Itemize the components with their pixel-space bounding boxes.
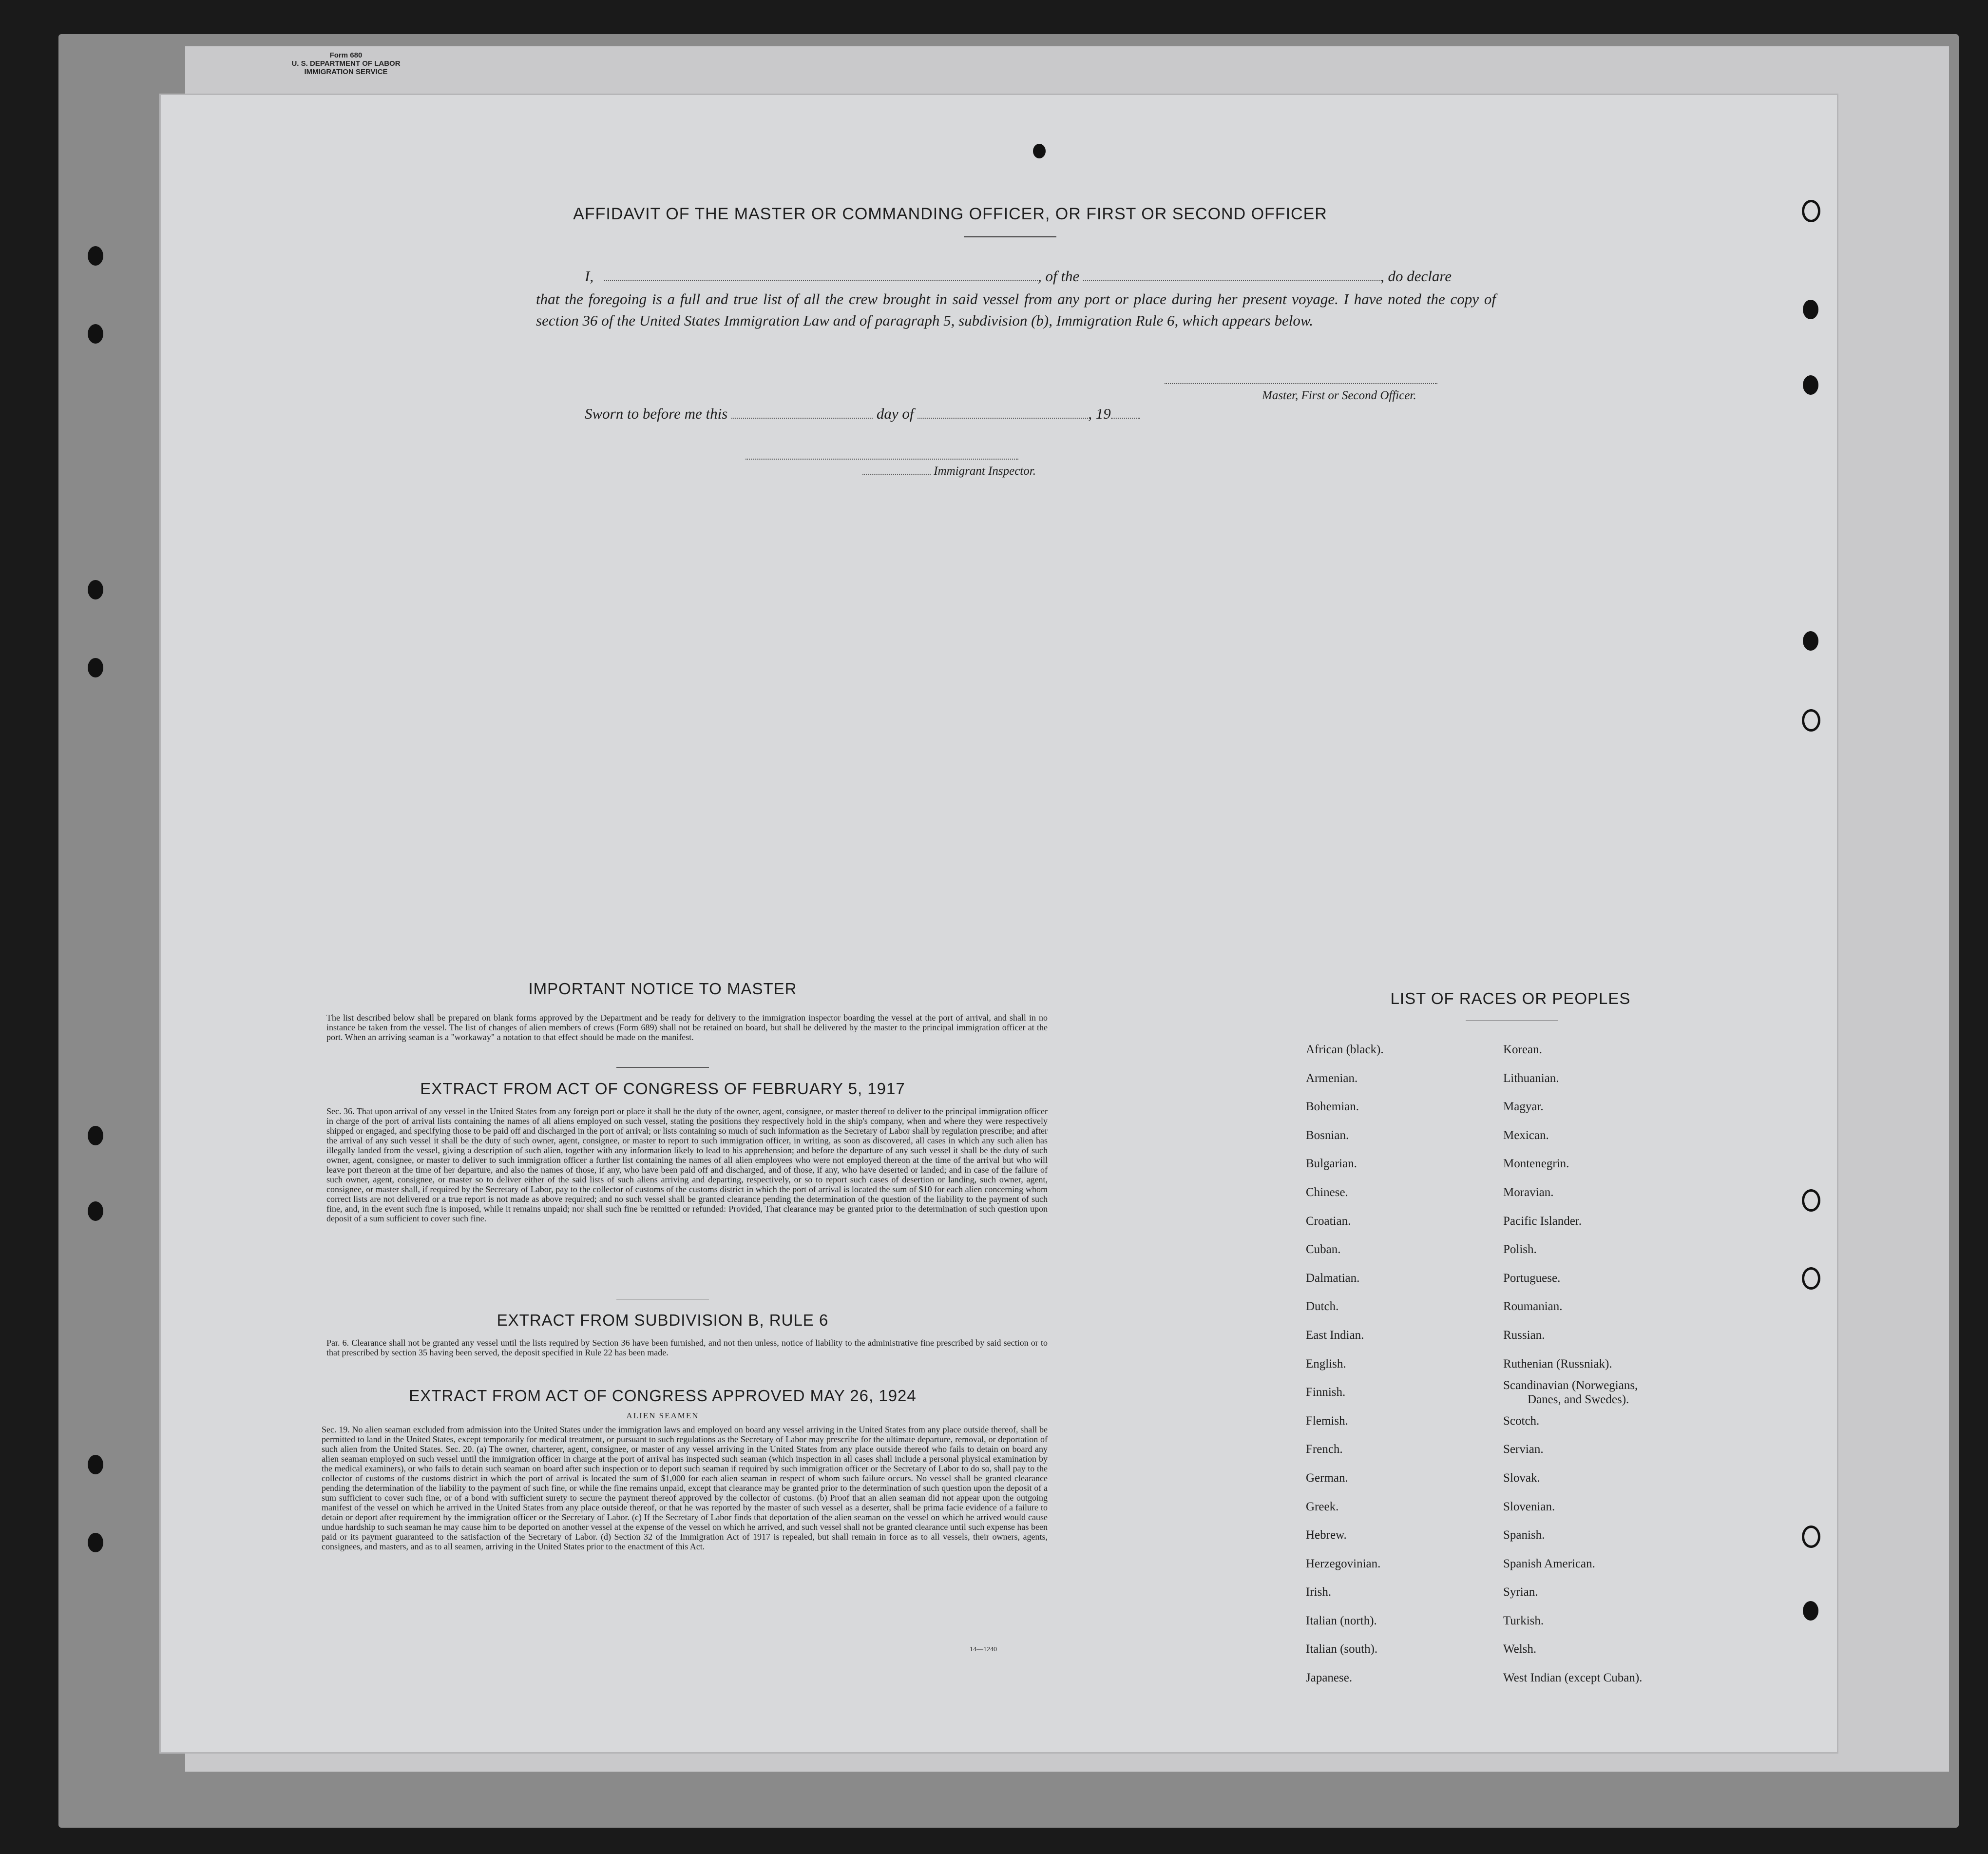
race-item: Scandinavian (Norwegians, [1503,1379,1638,1392]
race-item: Cuban. [1306,1243,1341,1256]
binder-hole [1802,709,1820,732]
race-item: Magyar. [1503,1100,1544,1114]
binder-hole [88,1201,103,1221]
extract-1917-title: EXTRACT FROM ACT OF CONGRESS OF FEBRUARY 5, 1917 [420,1080,905,1098]
sworn-year-field[interactable] [1111,417,1140,419]
binder-hole [1803,375,1818,395]
master-name-field[interactable] [604,280,1038,281]
vessel-name-field[interactable] [1083,280,1380,281]
sworn-month-field[interactable] [918,417,1088,419]
department-name: U. S. DEPARTMENT OF LABOR [291,59,401,68]
binder-hole [88,1533,103,1552]
binder-hole [88,658,103,677]
race-item: English. [1306,1357,1346,1371]
race-item: Irish. [1306,1585,1332,1599]
race-item: Flemish. [1306,1414,1348,1428]
race-item: Greek. [1306,1500,1339,1513]
race-item: Mexican. [1503,1128,1549,1142]
section-rule [616,1067,709,1068]
binder-hole [88,580,103,599]
binder-hole [88,324,103,344]
race-item: Croatian. [1306,1214,1351,1228]
races-title: LIST OF RACES OR PEOPLES [1390,989,1631,1007]
race-item: Japanese. [1306,1671,1353,1685]
binder-hole [1803,300,1818,319]
binder-hole [1802,200,1820,222]
race-item: Bulgarian. [1306,1157,1357,1171]
race-item: Syrian. [1503,1585,1538,1599]
declaration-line [585,266,1496,287]
race-item: Danes, and Swedes). [1528,1393,1629,1407]
declare-text: , do declare [1380,268,1452,285]
service-name: IMMIGRATION SERVICE [304,68,388,76]
alien-seamen-subtitle: ALIEN SEAMEN [626,1411,699,1420]
binder-hole [1802,1267,1820,1290]
race-item: Russian. [1503,1328,1545,1342]
binder-hole [88,246,103,266]
race-item: Slovenian. [1503,1500,1555,1513]
race-item: Spanish. [1503,1528,1545,1542]
race-item: East Indian. [1306,1328,1364,1342]
race-item: Polish. [1503,1243,1537,1256]
binder-hole [88,1126,103,1145]
race-item: Italian (north). [1306,1614,1377,1627]
notice-text: The list described below shall be prepared on blank forms approved by the Department and be ready for delivery to the immigration inspector boarding the vessel at the port of arrival, and shall in no instance be taken from the vessel. The list of changes of alien members of crews (Form 689) shall not be retained on board, but shall be delivered by the master to the principal immigration officer at the port. When an arriving seaman is a "workaway" a notation to that effect should be made on the manifest. [326,1013,1048,1042]
race-item: Armenian. [1306,1071,1358,1085]
vessel-prefix: , of the [1038,268,1080,285]
race-item: Herzegovinian. [1306,1557,1381,1570]
declaration-body: that the foregoing is a full and true list of all the crew brought in said vessel from any port or place during her present voyage. I have noted the copy of section 36 of the United States Immigration Law and of paragraph 5, subdivision (b), Immigration Rule 6, which appears below. [536,290,1496,329]
sworn-prefix: Sworn to before me this [585,405,728,422]
race-item: Dutch. [1306,1300,1339,1313]
race-item: Servian. [1503,1443,1544,1456]
sworn-line [585,403,1140,425]
race-item: Moravian. [1503,1185,1554,1199]
binder-hole [1803,1601,1818,1621]
race-item: Welsh. [1503,1642,1537,1656]
race-item: African (black). [1306,1043,1384,1056]
master-signature-field[interactable] [1165,383,1437,384]
race-item: German. [1306,1471,1348,1485]
race-item: Montenegrin. [1503,1157,1569,1171]
sworn-day-label: day of [876,405,914,422]
race-item: Scotch. [1503,1414,1540,1428]
race-item: Lithuanian. [1503,1071,1559,1085]
inspector-signature-field[interactable] [746,458,1018,460]
extract-1924-title: EXTRACT FROM ACT OF CONGRESS APPROVED MAY 26, 1924 [409,1387,917,1405]
race-item: Hebrew. [1306,1528,1347,1542]
race-item: Bohemian. [1306,1100,1359,1114]
declarant-prefix: I, [585,268,594,285]
document-page [161,95,1837,1752]
races-column-1 [1306,1036,1384,1693]
race-item: Finnish. [1306,1386,1346,1399]
sworn-year-label: , 19 [1088,405,1111,422]
race-item: Ruthenian (Russniak). [1503,1357,1612,1371]
binder-hole [88,1455,103,1474]
races-column-2 [1503,1036,1642,1693]
race-item: Bosnian. [1306,1128,1349,1142]
inspector-label: Immigrant Inspector. [934,464,1036,478]
race-item: Portuguese. [1503,1271,1561,1285]
print-code: 14—1240 [970,1646,997,1653]
affidavit-title: AFFIDAVIT OF THE MASTER OR COMMANDING OFFICER, OR FIRST OR SECOND OFFICER [573,205,1327,223]
binder-hole [1802,1526,1820,1548]
race-item: Slovak. [1503,1471,1540,1485]
race-item: Pacific Islander. [1503,1214,1582,1228]
race-item: Dalmatian. [1306,1271,1360,1285]
extract-rule6-text: Par. 6. Clearance shall not be granted any vessel until the lists required by Section 36 have been furnished, and not then unless, notice of liability to the administrative fine prescribed by said section or to that prescribed by section 35 having been served, the deposit specified in Rule 22 has been made. [326,1338,1048,1357]
form-header [253,51,439,76]
punch-hole [1033,144,1046,158]
binder-hole [1802,1189,1820,1212]
sworn-day-field[interactable] [731,417,873,419]
notice-title: IMPORTANT NOTICE TO MASTER [528,980,797,998]
inspector-line [862,461,1036,482]
extract-rule6-title: EXTRACT FROM SUBDIVISION B, RULE 6 [497,1311,829,1329]
race-item: West Indian (except Cuban). [1503,1671,1643,1685]
binder-hole [1803,631,1818,651]
inspector-dots [862,473,931,475]
race-item: Turkish. [1503,1614,1544,1627]
extract-1917-text: Sec. 36. That upon arrival of any vessel in the United States from any foreign port or place it shall be the duty of the owner, agent, consignee, or master thereof to deliver to the principal immigration officer in charge of the port of arrival lists containing the names of all aliens employed on such vessel, stating the positions they respectively hold in the ship's company, when and where they were respectively shipped or engaged, and specifying those to be paid off and discharged in the port of arrival; or lists containing so much of such information as the Secretary of Labor shall by regulation prescribe; and after the arrival of any such vessel it shall be the duty of such owner, agent, consignee, or master to report to such immigration officer, in writing, as soon as discovered, all cases in which any such alien has illegally landed from the vessel, giving a description of such alien, together with any information likely to lead to his apprehension; and before the departure of any such vessel it shall be the duty of such owner, agent, consignee, or master to deliver to such immigration officer a further list containing the names of all alien employees who were not employed thereon at the time of the arrival but who will leave port thereon at the time of her departure, and also the names of those, if any, who have been paid off and discharged, and of those, if any, who have deserted or landed; and in case of the failure of such owner, agent, consignee, or master so to deliver either of the said lists of such aliens arriving and departing, respectively, or so to report such cases of desertion or landing, such owner, agent, consignee, or master shall, if required by the Secretary of Labor, pay to the collector of customs of the customs district in which the port of arrival is located the sum of $10 for each alien concerning whom correct lists are not delivered or a true report is not made as above required; and no such vessel shall be granted clearance pending the determination of the question of the liability to the payment of such fine, and, in the event such fine is imposed, while it remains unpaid; nor shall such fine be remitted or refunded: Provided, That clearance may be granted prior to the determination of such question upon deposit of a sum sufficient to cover such fine. [326,1106,1048,1223]
race-item: Spanish American. [1503,1557,1595,1570]
extract-1924-text: Sec. 19. No alien seaman excluded from admission into the United States under the immigration laws and employed on board any vessel arriving in the United States from any place outside thereof, shall be permitted to land in the United States, except temporarily for medical treatment, or pursuant to such regulations as the Secretary of Labor may prescribe for the ultimate departure, removal, or deportation of such alien from the United States. Sec. 20. (a) The owner, charterer, agent, consignee, or master of any vessel arriving in the United States from any place outside thereof who fails to detain on board any alien seaman employed on such vessel until the immigration officer in charge at the port of arrival has inspected such seaman (which inspection in all cases shall include a personal physical examination by the medical examiners), or who fails to detain such seaman on board after such inspection or to deport such seaman if required by such immigration officer or the Secretary of Labor to do so, shall pay to the collector of customs of the customs district in which the port of arrival is located the sum of $1,000 for each alien seaman in respect of whom such failure occurs. No vessel shall be granted clearance pending the determination of the liability to the payment of such fine, or while the fine remains unpaid, except that clearance may be granted prior to the determination of such question upon the deposit of a sum sufficient to cover such fine, or of a bond with sufficient surety to secure the payment thereof approved by the collector of customs. (b) Proof that an alien seaman did not appear upon the outgoing manifest of the vessel on which he arrived in the United States from any place outside thereof, or that he was reported by the master of such vessel as a deserter, shall be prima facie evidence of a failure to detain or deport after requirement by the immigration officer or the Secretary of Labor. (c) If the Secretary of Labor finds that deportation of the alien seaman on the vessel on which he arrived would cause undue hardship to such seaman he may cause him to be deported on another vessel at the expense of the vessel on which he arrived, and such vessel shall not be granted clearance until such expense has been paid or its payment guaranteed to the satisfaction of the Secretary of Labor. (d) Section 32 of the Immigration Act of 1917 is repealed, but shall remain in force as to all vessels, their owners, agents, consignees, and masters, and as to all seamen, arriving in the United States prior to the enactment of this Act. [322,1425,1048,1551]
race-item: Chinese. [1306,1185,1348,1199]
race-item: Korean. [1503,1043,1542,1056]
master-signature-label: Master, First or Second Officer. [1262,389,1416,402]
race-item: French. [1306,1443,1343,1456]
race-item: Italian (south). [1306,1642,1378,1656]
race-item: Roumanian. [1503,1300,1563,1313]
form-number: Form 680 [329,51,363,59]
title-rule [964,236,1056,237]
